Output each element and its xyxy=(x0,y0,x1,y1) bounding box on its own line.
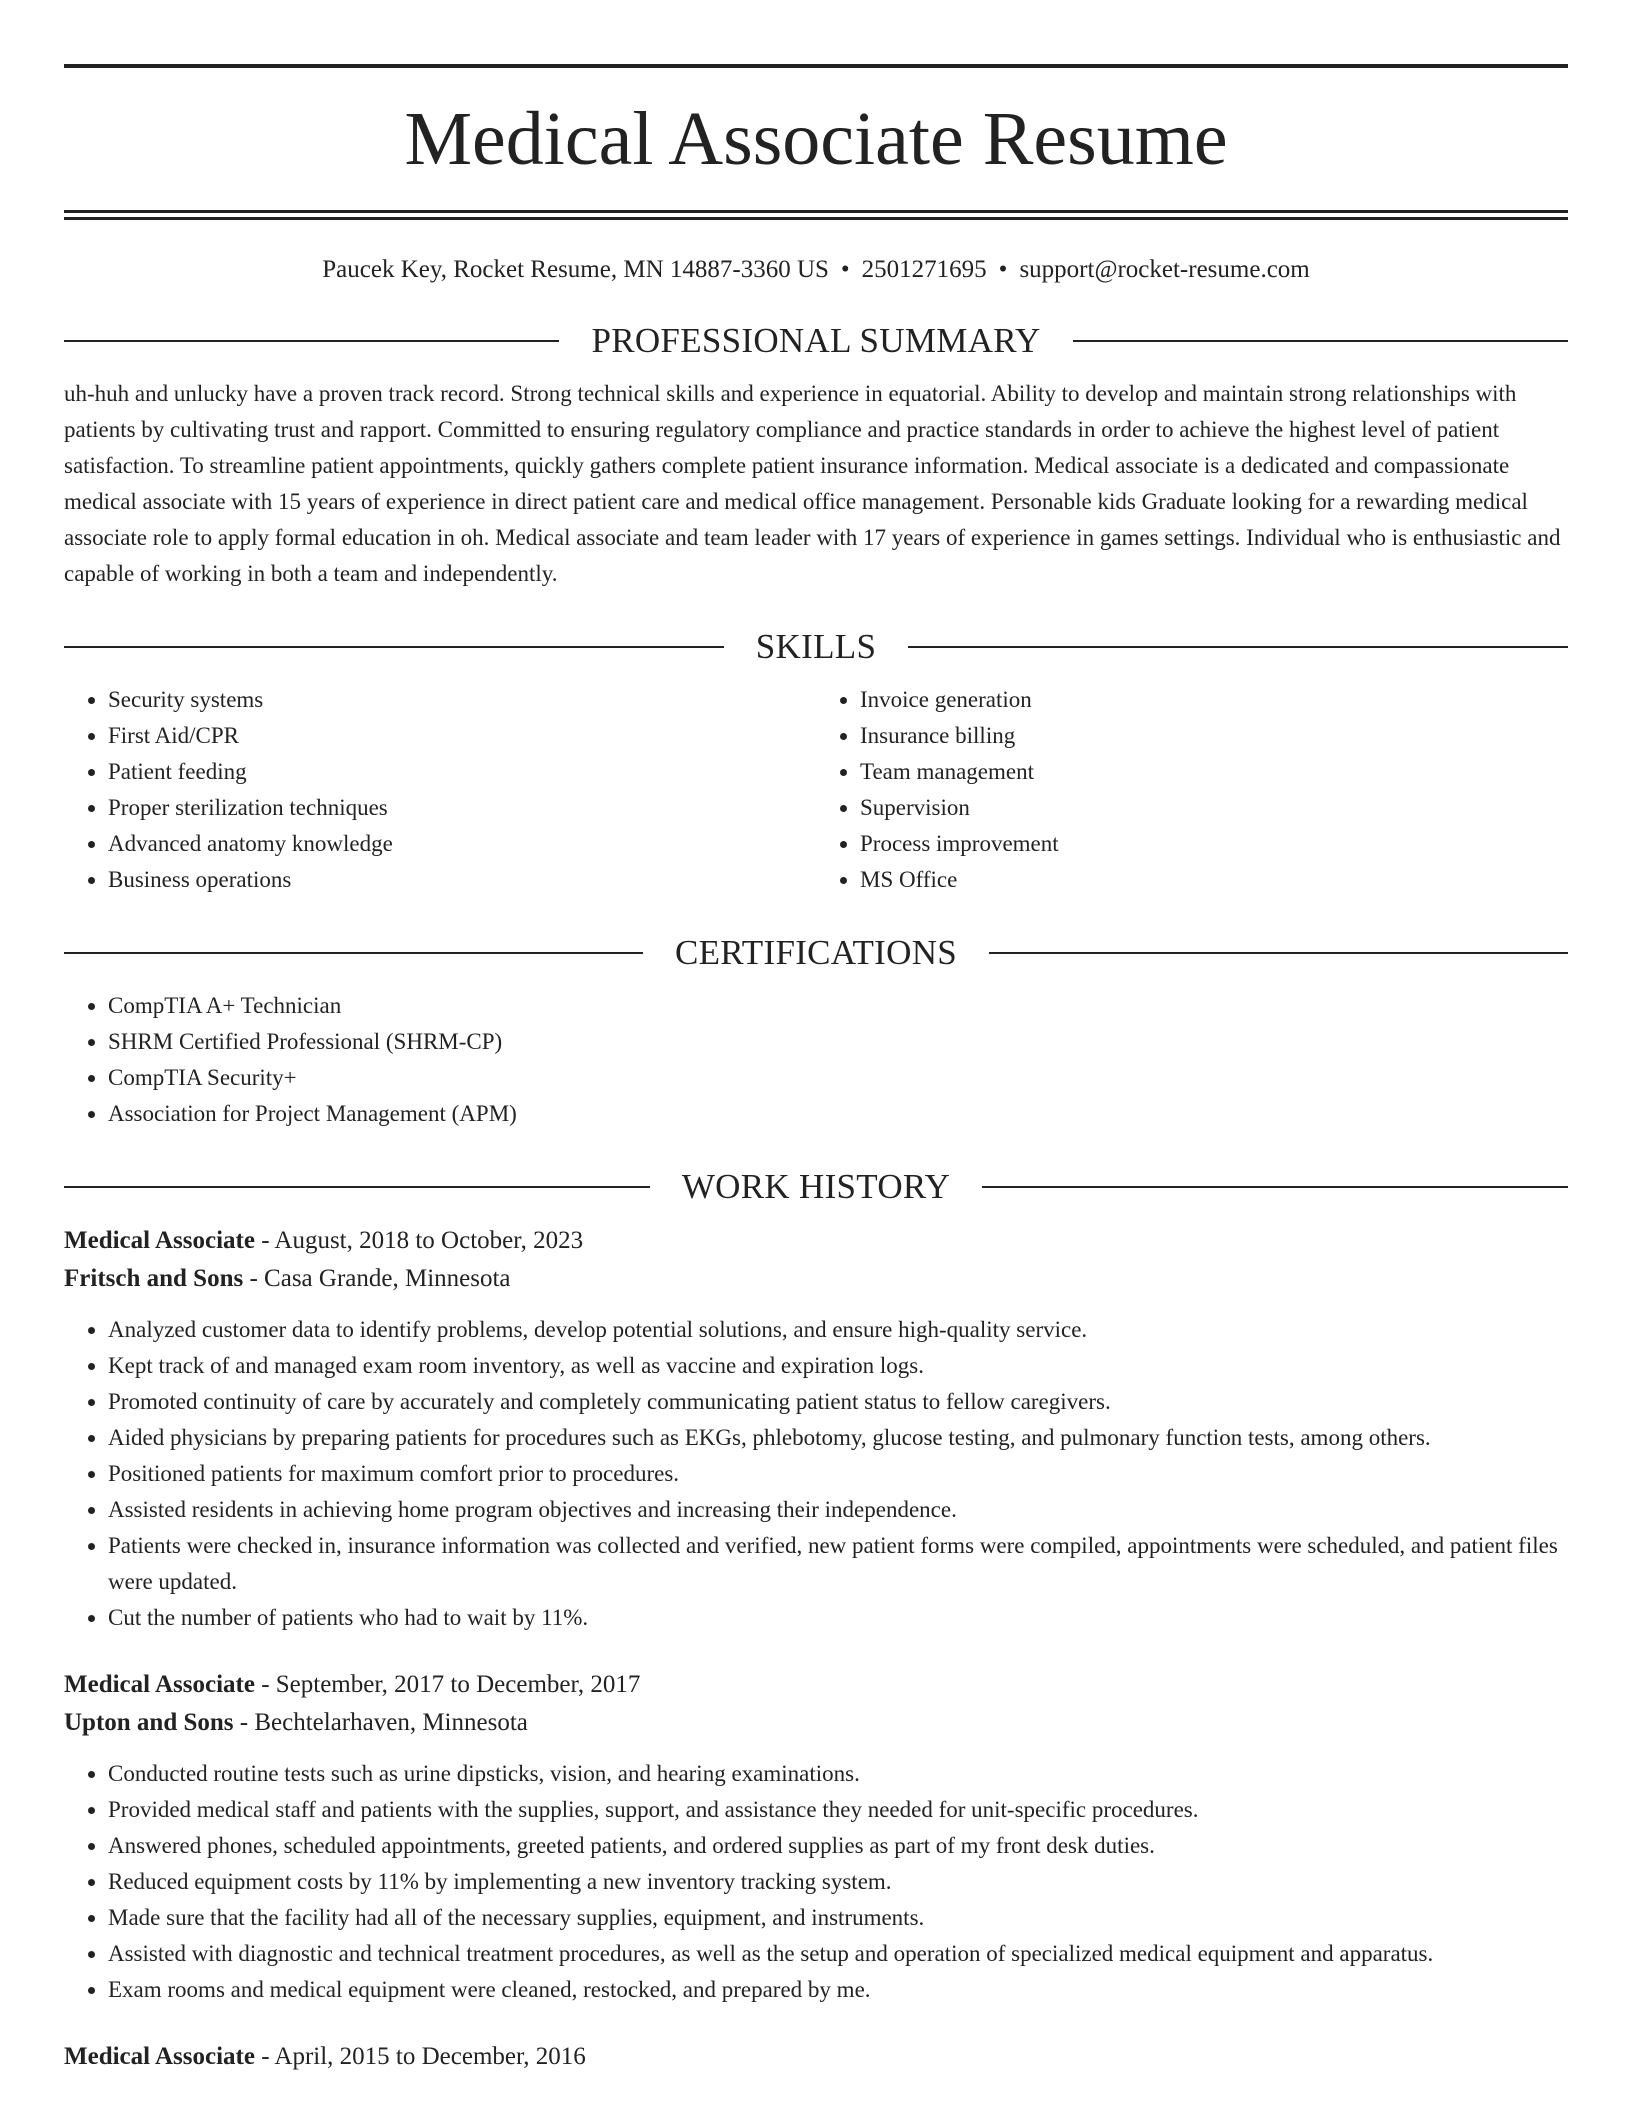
job-dates: - August, 2018 to October, 2023 xyxy=(254,1227,584,1254)
skill-item: • Supervision xyxy=(860,790,1568,826)
resume-page xyxy=(64,64,1568,2076)
job-entry xyxy=(64,2038,1568,2076)
job-title-line xyxy=(64,1666,1568,1704)
job-title-line xyxy=(64,1222,1568,1260)
job-bullet: • Patients were checked in, insurance information was collected and verified, new patient forms were compiled, appointments were scheduled, and patient files were updated. xyxy=(108,1528,1568,1600)
job-bullets xyxy=(64,1312,1568,1636)
job-bullet: • Aided physicians by preparing patients for procedures such as EKGs, phlebotomy, glucose testing, and pulmonary function tests, among others. xyxy=(108,1420,1568,1456)
job-bullet: • Cut the number of patients who had to wait by 11%. xyxy=(108,1600,1568,1636)
section-header-work-history xyxy=(64,1166,1568,1208)
section-rule-right xyxy=(989,952,1568,954)
contact-line xyxy=(64,254,1568,286)
section-rule-left xyxy=(64,340,559,342)
job-bullet: • Assisted with diagnostic and technical treatment procedures, as well as the setup and operation of specialized medical equipment and apparatus. xyxy=(108,1936,1568,1972)
job-bullet: • Positioned patients for maximum comfort prior to procedures. xyxy=(108,1456,1568,1492)
job-bullet: • Promoted continuity of care by accurately and completely communicating patient status to fellow caregivers. xyxy=(108,1384,1568,1420)
job-bullet: • Conducted routine tests such as urine dipsticks, vision, and hearing examinations. xyxy=(108,1756,1568,1792)
job-company: Fritsch and Sons xyxy=(64,1265,244,1292)
section-title-skills: SKILLS xyxy=(755,627,877,666)
contact-address: Paucek Key, Rocket Resume, MN 14887-3360 US xyxy=(322,256,829,283)
skills-list-left xyxy=(64,682,816,898)
job-bullets xyxy=(64,1756,1568,2008)
section-rule-right xyxy=(1073,340,1568,342)
job-title-line xyxy=(64,2038,1568,2076)
section-header-summary xyxy=(64,320,1568,362)
contact-email: support@rocket-resume.com xyxy=(1019,256,1310,283)
job-company-line xyxy=(64,1260,1568,1298)
section-rule-left xyxy=(64,952,643,954)
job-title: Medical Associate xyxy=(64,2043,255,2070)
certification-item: • CompTIA Security+ xyxy=(108,1060,1568,1096)
skill-item: • First Aid/CPR xyxy=(108,718,816,754)
job-entry xyxy=(64,1222,1568,1636)
skill-item: • Process improvement xyxy=(860,826,1568,862)
skill-item: • Advanced anatomy knowledge xyxy=(108,826,816,862)
section-rule-left xyxy=(64,1186,650,1188)
job-entry xyxy=(64,1666,1568,2008)
certification-item: • SHRM Certified Professional (SHRM-CP) xyxy=(108,1024,1568,1060)
certification-item: • Association for Project Management (APM) xyxy=(108,1096,1568,1132)
skill-item: • Business operations xyxy=(108,862,816,898)
page-title: Medical Associate Resume xyxy=(404,97,1228,181)
job-bullet: • Reduced equipment costs by 11% by implementing a new inventory tracking system. xyxy=(108,1864,1568,1900)
job-bullet: • Assisted residents in achieving home program objectives and increasing their independence. xyxy=(108,1492,1568,1528)
skill-item: • Team management xyxy=(860,754,1568,790)
job-bullet: • Made sure that the facility had all of the necessary supplies, equipment, and instruments. xyxy=(108,1900,1568,1936)
job-bullet: • Answered phones, scheduled appointments, greeted patients, and ordered supplies as part of my front desk duties. xyxy=(108,1828,1568,1864)
job-bullet: • Analyzed customer data to identify problems, develop potential solutions, and ensure high-quality service. xyxy=(108,1312,1568,1348)
skill-item: • Security systems xyxy=(108,682,816,718)
section-rule-left xyxy=(64,646,724,648)
section-header-certifications xyxy=(64,932,1568,974)
title-top-rule xyxy=(64,64,1568,68)
contact-separator: • xyxy=(998,256,1008,283)
job-location: - Casa Grande, Minnesota xyxy=(243,1265,511,1292)
section-rule-right xyxy=(908,646,1568,648)
skill-item: • Invoice generation xyxy=(860,682,1568,718)
job-bullet: • Exam rooms and medical equipment were cleaned, restocked, and prepared by me. xyxy=(108,1972,1568,2008)
job-title: Medical Associate xyxy=(64,1671,255,1698)
certifications-list xyxy=(64,988,1568,1132)
skill-item: • Proper sterilization techniques xyxy=(108,790,816,826)
job-company: Upton and Sons xyxy=(64,1709,234,1736)
contact-phone: 2501271695 xyxy=(861,256,987,283)
title-bottom-double-rule xyxy=(64,210,1568,220)
section-title-work-history: WORK HISTORY xyxy=(681,1167,951,1206)
job-dates: - September, 2017 to December, 2017 xyxy=(254,1671,641,1698)
job-company-line xyxy=(64,1704,1568,1742)
certification-item: • CompTIA A+ Technician xyxy=(108,988,1568,1024)
section-title-summary: PROFESSIONAL SUMMARY xyxy=(591,321,1041,360)
skill-item: • Patient feeding xyxy=(108,754,816,790)
summary-paragraph: uh-huh and unlucky have a proven track record. Strong technical skills and experience in equatorial. Ability to develop and maintain strong relationships with patients by cultivating trust and rapport. Committed to ensuring regulatory compliance and practice standards in order to achieve the highest level of patient satisfaction. To streamline patient appointments, quickly gathers complete patient insurance information. Medical associate is a dedicated and compassionate medical associate with 15 years of experience in direct patient care and medical office management. Personable kids Graduate looking for a rewarding medical associate role to apply formal education in oh. Medical associate and team leader with 17 years of experience in games settings. Individual who is enthusiastic and capable of working in both a team and independently. xyxy=(64,381,1561,586)
job-title: Medical Associate xyxy=(64,1227,255,1254)
skills-list-right xyxy=(816,682,1568,898)
job-bullet: • Provided medical staff and patients with the supplies, support, and assistance they needed for unit-specific procedures. xyxy=(108,1792,1568,1828)
contact-separator: • xyxy=(840,256,850,283)
job-location: - Bechtelarhaven, Minnesota xyxy=(233,1709,528,1736)
section-rule-right xyxy=(982,1186,1568,1188)
job-bullet: • Kept track of and managed exam room inventory, as well as vaccine and expiration logs. xyxy=(108,1348,1568,1384)
section-header-skills xyxy=(64,626,1568,668)
skill-item: • MS Office xyxy=(860,862,1568,898)
skills-columns xyxy=(64,682,1568,898)
section-title-certifications: CERTIFICATIONS xyxy=(674,933,958,972)
skill-item: • Insurance billing xyxy=(860,718,1568,754)
job-dates: - April, 2015 to December, 2016 xyxy=(254,2043,586,2070)
